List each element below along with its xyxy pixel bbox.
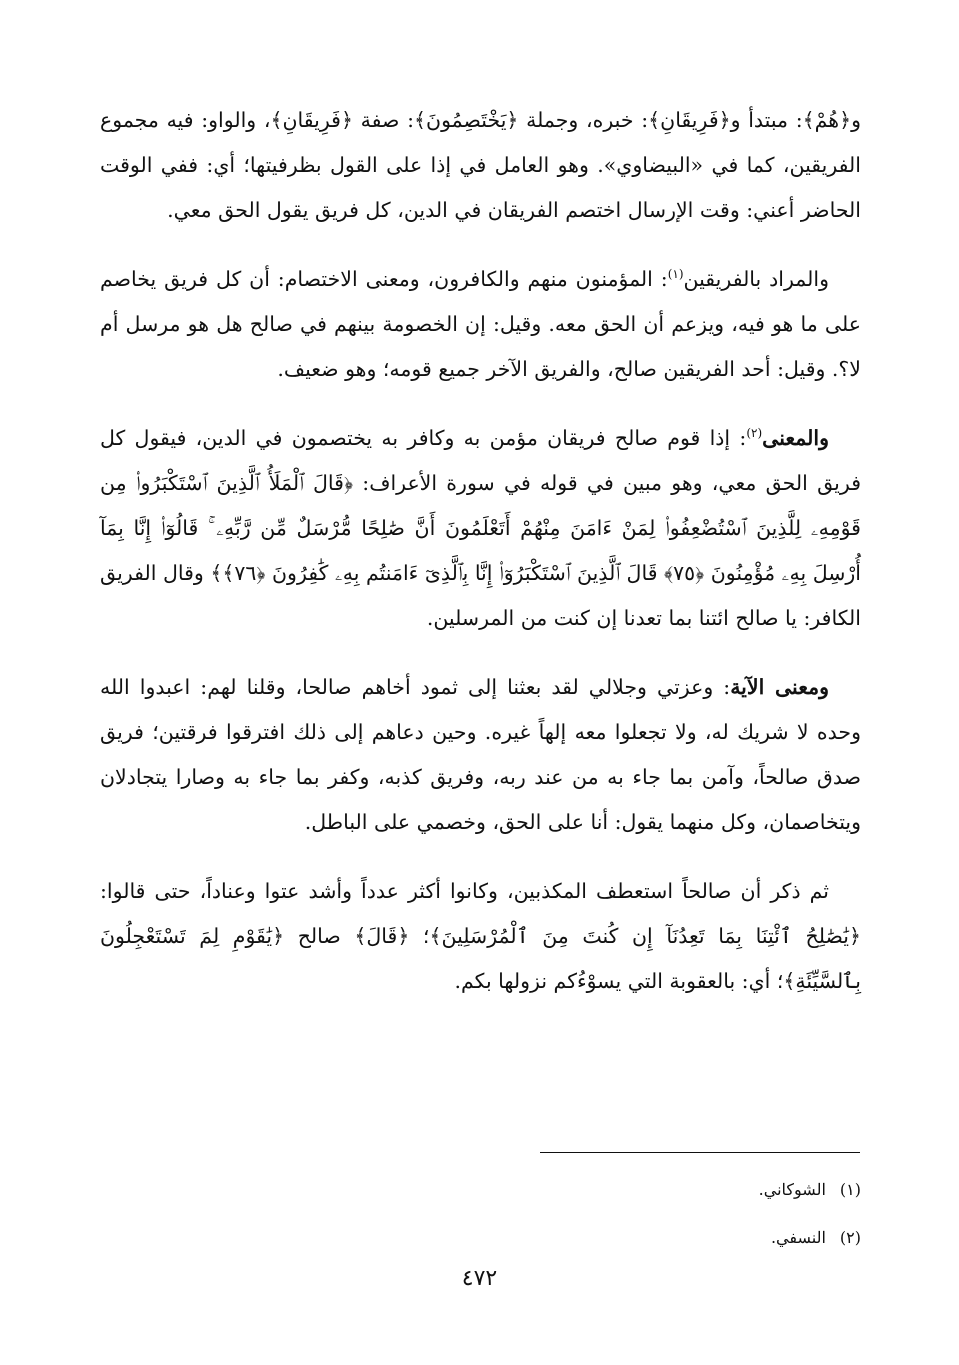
- paragraph-3-lead: والمعنى: [762, 426, 829, 450]
- paragraph-4-text: : وعزتي وجلالي لقد بعثنا إلى ثمود أخاهم صالحا، وقلنا لهم: اعبدوا الله وحده لا شريك له، ولا تجعلوا معه إلهاً غيره. وحين دعاهم إلى ذلك افترقوا فرقتين؛ فريق صدق صالحاً، وآمن بما جاء به من عند ربه، وفريق كذبه، وكفر بما جاء به وصارا يتجادلان ويتخاصمان، وكل منهما يقول: أنا على الحق، وخصمي على الباطل.: [100, 675, 861, 834]
- paragraph-3-text: : إذا قوم صالح فريقان مؤمن به وكافر به يختصمون في الدين، فيقول كل فريق الحق معي، وهو مبين في قوله في سورة الأعراف: ﴿قَالَ ٱلْمَلَأُ ٱلَّذِينَ ٱسْتَكْبَرُوا۟ مِن قَوْمِهِۦ لِلَّذِينَ ٱسْتُضْعِفُوا۟ لِمَنْ ءَامَنَ مِنْهُمْ أَتَعْلَمُونَ أَنَّ صَٰلِحًا مُّرْسَلٌ مِّن رَّبِّهِۦ ۚ قَالُوٓا۟ إِنَّا بِمَآ أُرْسِلَ بِهِۦ مُؤْمِنُونَ ﴿٧٥﴾ قَالَ ٱلَّذِينَ ٱسْتَكْبَرُوٓا۟ إِنَّا بِٱلَّذِىٓ ءَامَنتُم بِهِۦ كَٰفِرُونَ ﴿٧٦﴾﴾ وقال الفريق الكافر: يا صالح ائتنا بما تعدنا إن كنت من المرسلين.: [100, 426, 861, 630]
- paragraph-4: [100, 665, 861, 845]
- paragraph-4-lead: ومعنى الآية: [730, 675, 829, 699]
- footnote-1: [100, 1166, 861, 1214]
- footnote-separator: [540, 1152, 860, 1153]
- footnote-2-number: (٢): [839, 1228, 861, 1247]
- paragraph-2-text: : المؤمنون منهم والكافرون، ومعنى الاختصام: أن كل فريق يخاصم على ما هو فيه، ويزعم أن الحق معه. وقيل: إن الخصومة بينهم في صالح هل هو مرسل أم لا؟. وقيل: أحد الفريقين صالح، والفريق الآخر جميع قومه؛ وهو ضعيف.: [100, 267, 861, 381]
- footnote-2: [100, 1214, 861, 1262]
- paragraph-2: [100, 257, 861, 392]
- paragraph-1-text: و﴿هُمْ﴾: مبتدأ و﴿فَرِيقَانِ﴾: خبره، وجملة ﴿يَخْتَصِمُونَ﴾: صفة ﴿فَرِيقَانِ﴾، والواو: فيه مجموع الفريقين، كما في «البيضاوي». وهو العامل في إذا على القول بظرفيتها؛ أي: ففي الوقت الحاضر أعني: وقت الإرسال اختصم الفريقان في الدين، كل فريق يقول الحق معي.: [100, 108, 861, 222]
- page-number: ٤٧٢: [461, 1266, 498, 1291]
- footnote-ref-1: (١): [667, 267, 684, 282]
- paragraph-2-lead: والمراد بالفريقين: [683, 267, 829, 291]
- footnote-2-text: النسفي.: [770, 1228, 826, 1247]
- main-text: [100, 98, 861, 1028]
- paragraph-5-text: ثم ذكر أن صالحاً استعطف المكذبين، وكانوا أكثر عدداً وأشد عتوا وعناداً، حتى قالوا: ﴿يَٰصَٰلِحُ ٱئْتِنَا بِمَا تَعِدُنَآ إِن كُنتَ مِنَ ٱلْمُرْسَلِينَ﴾؛ ﴿قَالَ﴾ صالح ﴿يَٰقَوْمِ لِمَ تَسْتَعْجِلُونَ بِٱلسَّيِّئَةِ﴾؛ أي: بالعقوبة التي يسوْءُكم نزولها بكم.: [100, 879, 861, 993]
- footnote-1-text: الشوكاني.: [758, 1180, 826, 1199]
- paragraph-3: [100, 416, 861, 641]
- footnote-1-number: (١): [839, 1180, 861, 1199]
- paragraph-1: [100, 98, 861, 233]
- footnote-ref-2: (٢): [746, 426, 763, 441]
- paragraph-5: [100, 869, 861, 1004]
- footnotes: [100, 1166, 861, 1262]
